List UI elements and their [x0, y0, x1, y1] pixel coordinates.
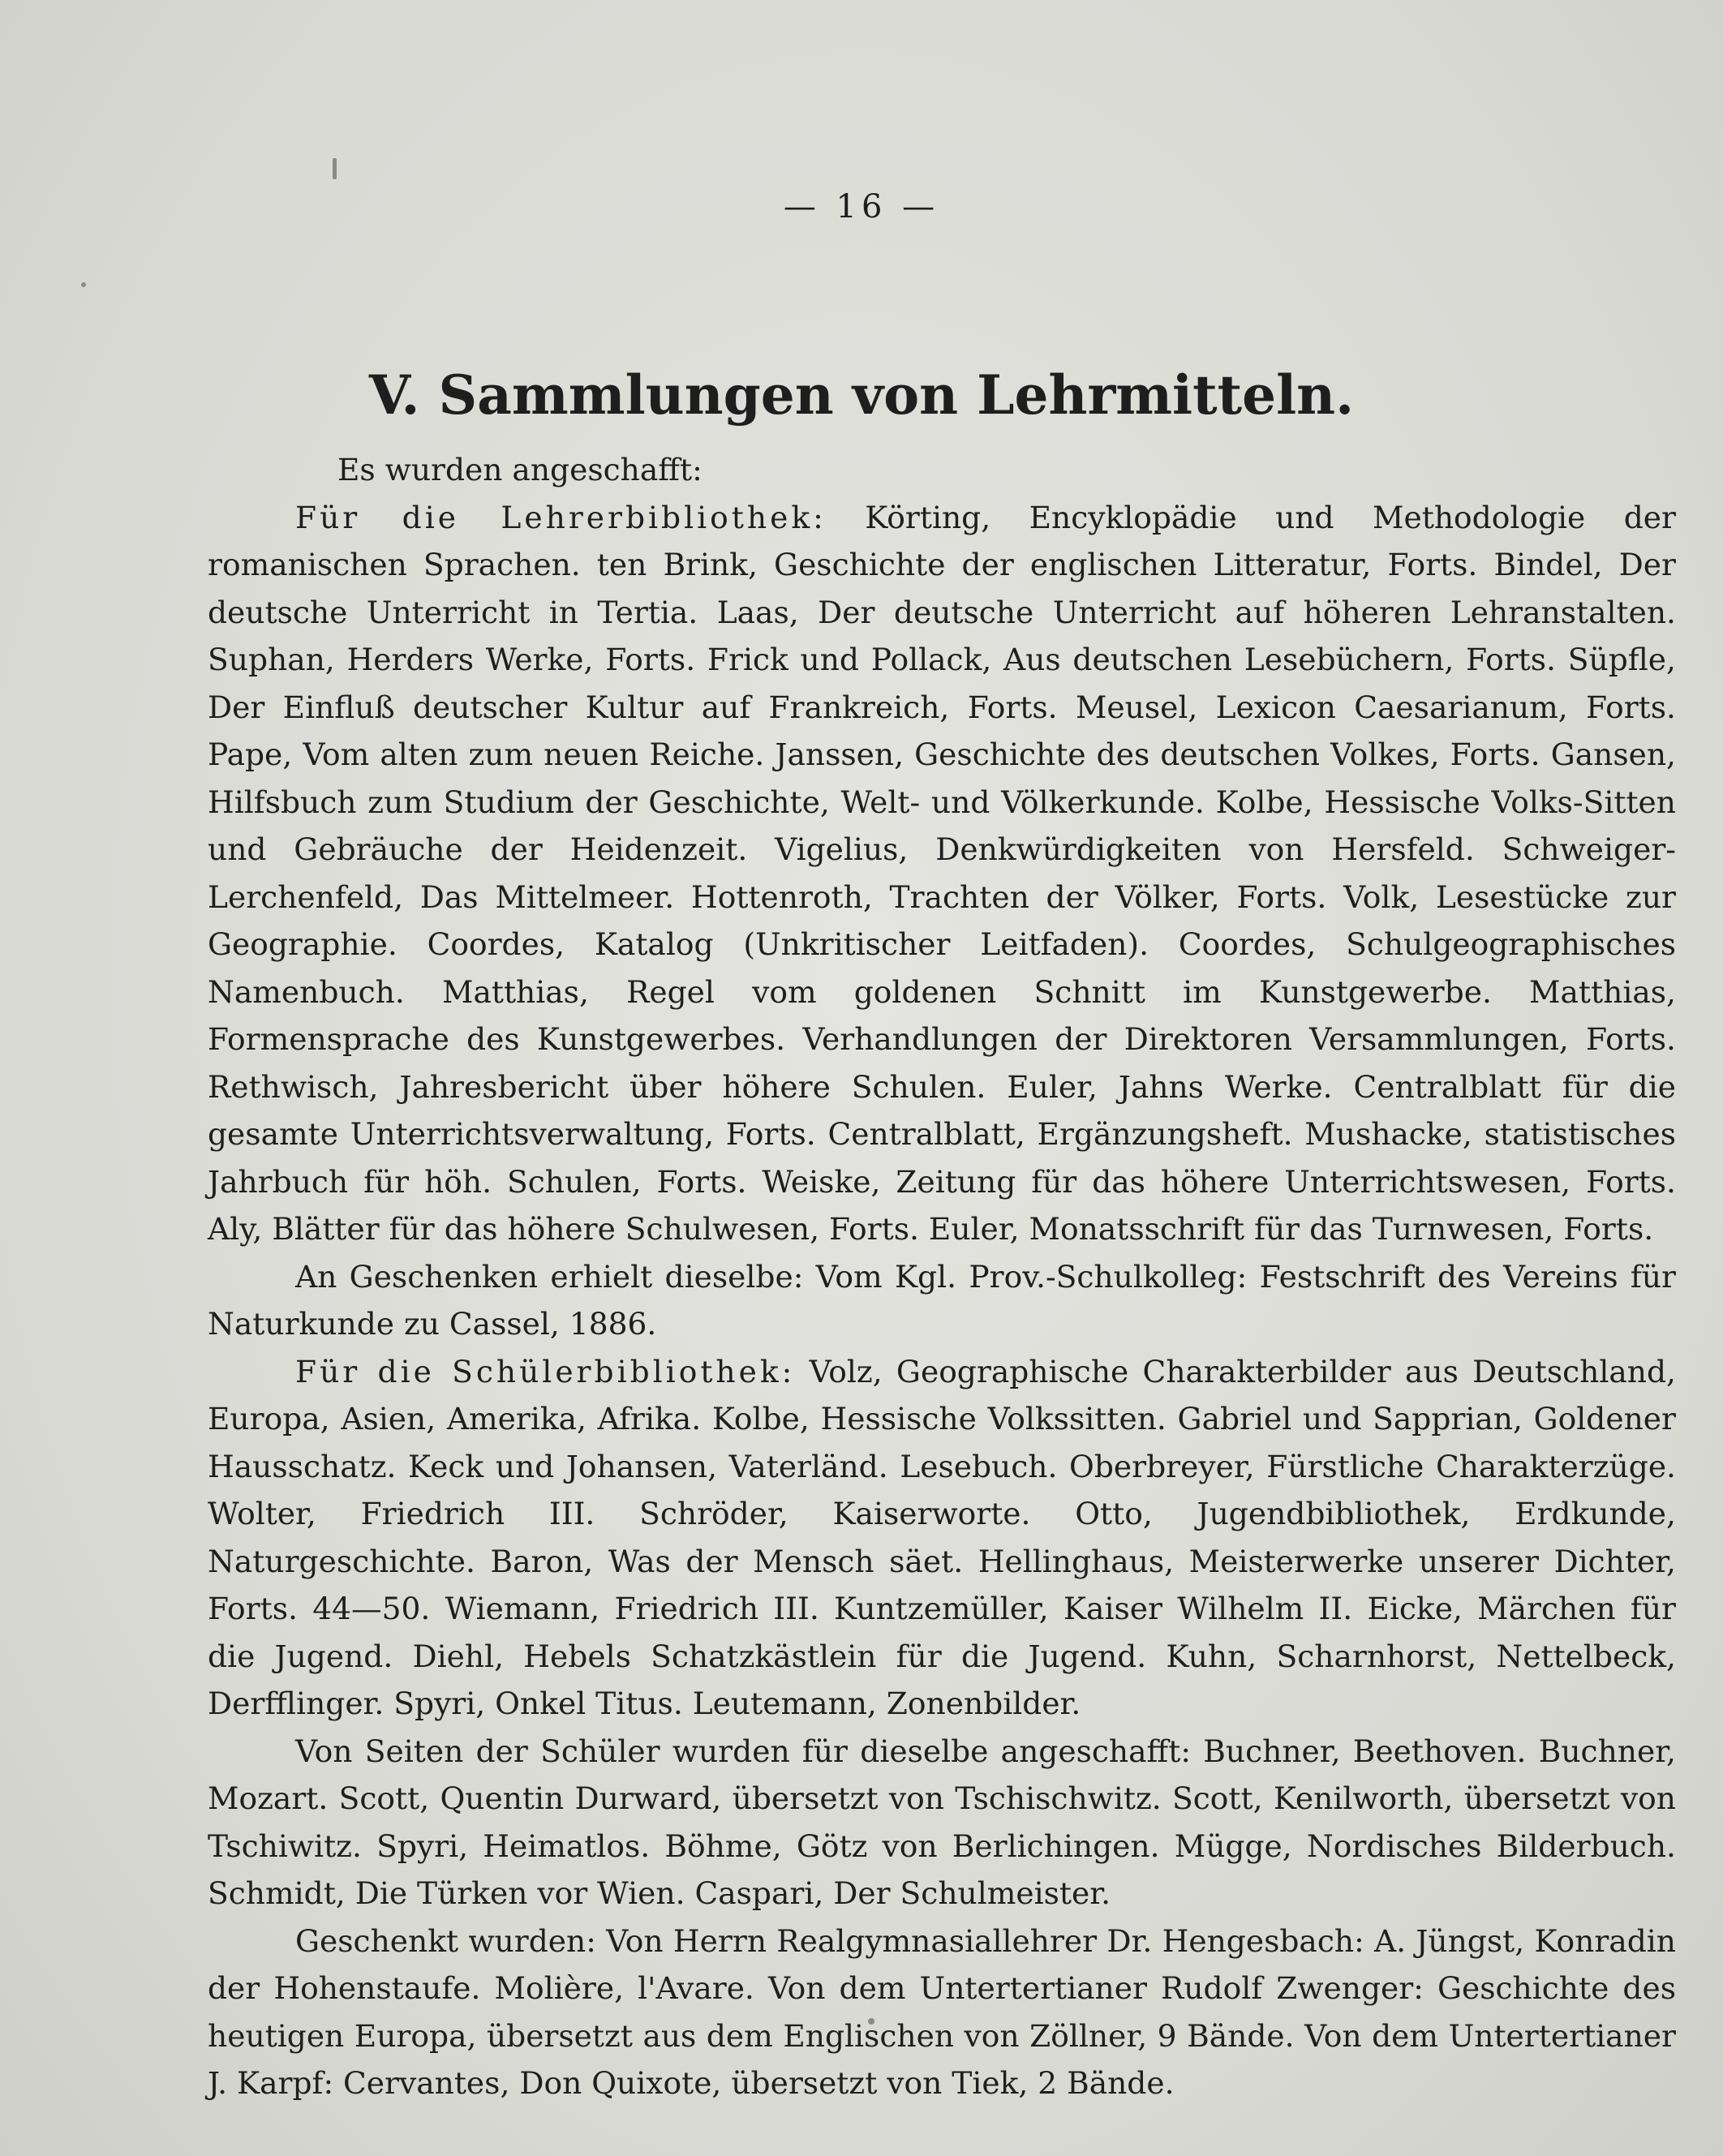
section-title: V. Sammlungen von Lehrmitteln.	[368, 363, 1355, 427]
student-library-list: Volz, Geographische Charakterbilder aus Deutschland, Europa, Asien, Amerika, Afrika. Kolbe, Hessische Volkssitten. Gabriel und Sapprian, Goldener Hausschatz. Keck und Johansen, Vaterländ. Lesebuch. Oberbreyer, Fürstliche Charakterzüge. Wolter, Friedrich III. Schröder, Kaiserworte. Otto, Jugendbibliothek, Erdkunde, Naturgeschichte. Baron, Was der Mensch säet. Hellinghaus, Meisterwerke unserer Dichter, Forts. 44—50. Wiemann, Friedrich III. Kuntzemüller, Kaiser Wilhelm II. Eicke, Märchen für die Jugend. Diehl, Hebels Schatzkästlein für die Jugend. Kuhn, Scharnhorst, Nettelbeck, Derfflinger. Spyri, Onkel Titus. Leutemann, Zonenbilder.	[208, 1353, 1676, 1721]
print-speck	[333, 158, 337, 179]
teacher-library-label: Für die Lehrerbibliothek:	[295, 499, 827, 535]
student-library-label: Für die Schülerbibliothek:	[295, 1353, 796, 1389]
teacher-library-paragraph	[208, 494, 1676, 1253]
document-body	[208, 446, 1676, 2107]
donations-paragraph: Geschenkt wurden: Von Herrn Realgymnasiallehrer Dr. Hengesbach: A. Jüngst, Konradin der Hohenstaufe. Molière, l'Avare. Von dem Untertertianer Rudolf Zwenger: Geschichte des heutigen Europa, übersetzt aus dem Englischen von Zöllner, 9 Bände. Von dem Untertertianer J. Karpf: Cervantes, Don Quixote, übersetzt von Tiek, 2 Bände.	[208, 1922, 1676, 2101]
gifts-paragraph: An Geschenken erhielt dieselbe: Vom Kgl. Prov.-Schulkolleg: Festschrift des Vereins für Naturkunde zu Cassel, 1886.	[208, 1258, 1676, 1342]
page-number: — 16 —	[783, 188, 940, 225]
teacher-library-list: Körting, Encyklopädie und Methodologie der romanischen Sprachen. ten Brink, Geschichte der englischen Litteratur, Forts. Bindel, Der deutsche Unterricht in Tertia. Laas, Der deutsche Unterricht auf höheren Lehranstalten. Suphan, Herders Werke, Forts. Frick und Pollack, Aus deutschen Lesebüchern, Forts. Süpfle, Der Einfluß deutscher Kultur auf Frankreich, Forts. Meusel, Lexicon Caesarianum, Forts. Pape, Vom alten zum neuen Reiche. Janssen, Geschichte des deutschen Volkes, Forts. Gansen, Hilfsbuch zum Studium der Geschichte, Welt- und Völkerkunde. Kolbe, Hessische Volks-Sitten und Gebräuche der Heidenzeit. Vigelius, Denkwürdigkeiten von Hersfeld. Schweiger-Lerchenfeld, Das Mittelmeer. Hottenroth, Trachten der Völker, Forts. Volk, Lesestücke zur Geographie. Coordes, Katalog (Unkritischer Leitfaden). Coordes, Schulgeographisches Namenbuch. Matthias, Regel vom goldenen Schnitt im Kunstgewerbe. Matthias, Formensprache des Kunstgewerbes. Verhandlungen der Direktoren Versammlungen, Forts. Rethwisch, Jahresbericht über höhere Schulen. Euler, Jahns Werke. Centralblatt für die gesamte Unterrichtsverwaltung, Forts. Centralblatt, Ergänzungsheft. Mushacke, statistisches Jahrbuch für höh. Schulen, Forts. Weiske, Zeitung für das höhere Unterrichtswesen, Forts. Aly, Blätter für das höhere Schulwesen, Forts. Euler, Monatsschrift für das Turnwesen, Forts.	[208, 499, 1676, 1247]
student-purchases-paragraph: Von Seiten der Schüler wurden für dieselbe angeschafft: Buchner, Beethoven. Buchner, Mozart. Scott, Quentin Durward, übersetzt von Tschischwitz. Scott, Kenilworth, übersetzt von Tschiwitz. Spyri, Heimatlos. Böhme, Götz von Berlichingen. Mügge, Nordisches Bilderbuch. Schmidt, Die Türken vor Wien. Caspari, Der Schulmeister.	[208, 1733, 1676, 1911]
print-speck	[81, 282, 86, 287]
intro-paragraph: Es wurden angeschafft:	[337, 452, 703, 487]
student-library-paragraph	[208, 1348, 1676, 1728]
